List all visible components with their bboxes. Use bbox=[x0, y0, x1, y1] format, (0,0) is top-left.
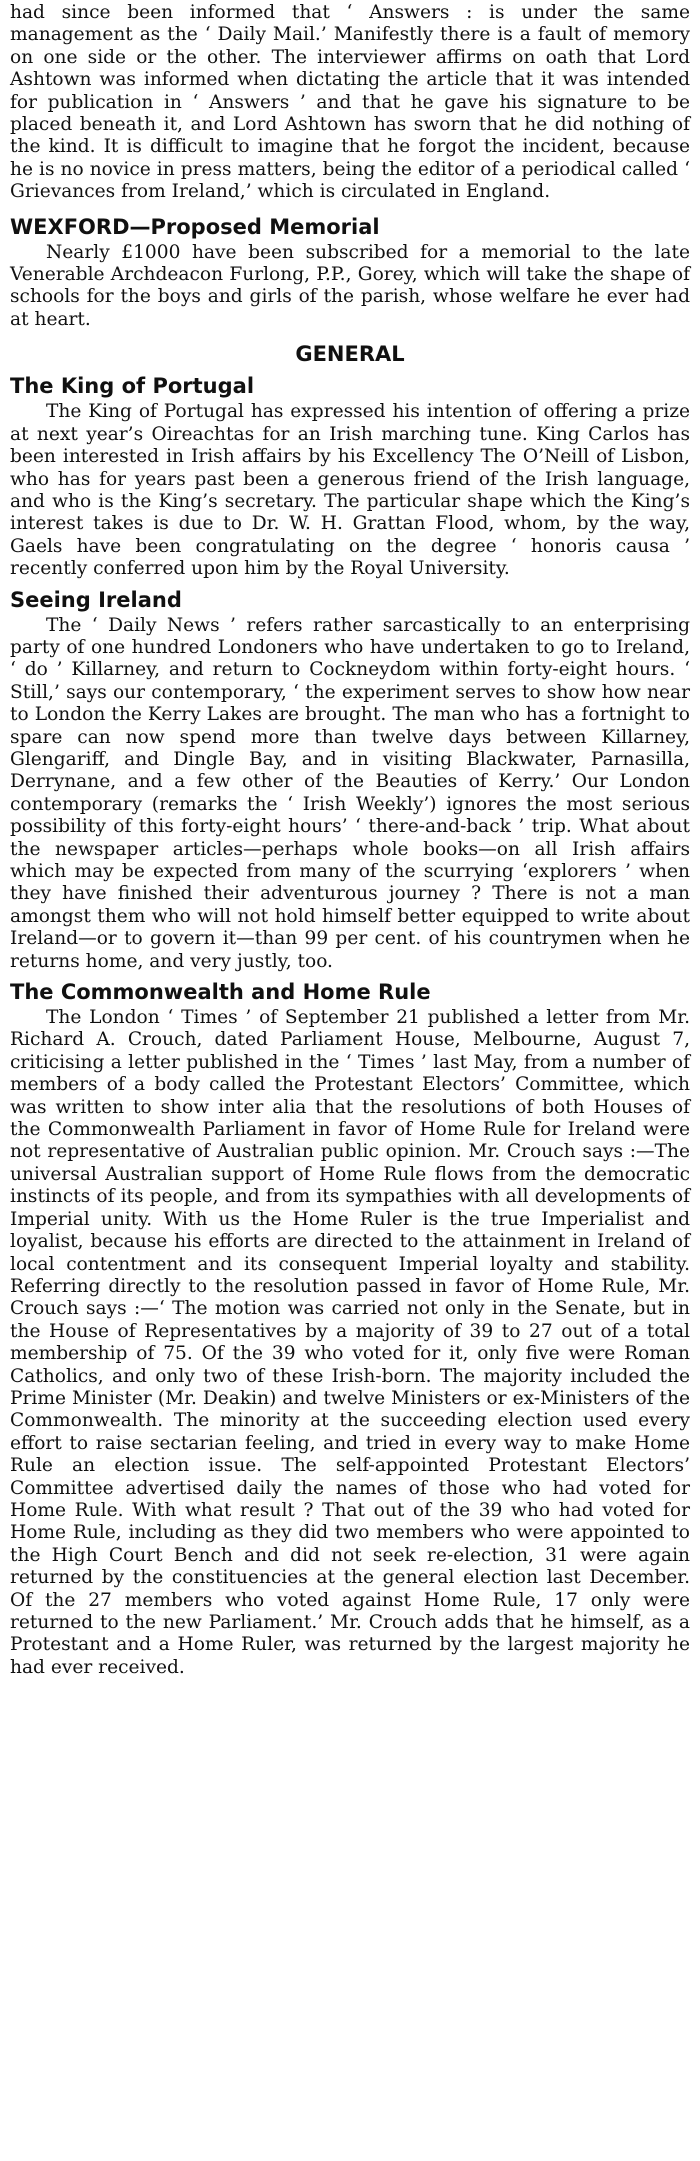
seeing-ireland-paragraph: The ‘ Daily News ’ refers rather sarcastically to an enterprising party of one hundred Londoners who have undertaken to go to Ireland, ‘ do ’ Killarney, and return to Cockneydom within forty-eight hours. ‘ Still,’ says our contemporary, ‘ the experiment serves to show how near to London the Kerry Lakes are brought. The man who has a fortnight to spare can now spend more than twelve days between Killarney, Glengariff, and Dingle Bay, and in visiting Blackwater, Parnasilla, Derrynane, and a few other of the Beauties of Kerry.’ Our London contemporary (remarks the ‘ Irish Weekly’) ignores the most serious possibility of this forty-eight hours’ ‘ there-and-back ’ trip. What about the newspaper articles—perhaps whole books—on all Irish affairs which may be expected from many of the scurrying ‘explorers ’ when they have finished their adventurous journey ? There is not a man amongst them who will not hold himself better equipped to write about Ireland—or to govern it—than 99 per cent. of his countrymen when he returns home, and very justly, too. bbox=[10, 614, 690, 972]
commonwealth-paragraph: The London ‘ Times ’ of September 21 published a letter from Mr. Richard A. Crouch, dated Parliament House, Melbourne, August 7, criticising a letter published in the ‘ Times ’ last May, from a number of members of a body called the Protestant Electors’ Committee, which was written to show inter alia that the resolutions of both Houses of the Commonwealth Parliament in favor of Home Rule for Ireland were not representative of Australian public opinion. Mr. Crouch says :—The universal Australian support of Home Rule flows from the democratic instincts of its people, and from its sympathies with all developments of Imperial unity. With us the Home Ruler is the true Imperialist and loyalist, because his efforts are directed to the attainment in Ireland of local contentment and its consequent Imperial loyalty and stability. Referring directly to the resolution passed in favor of Home Rule, Mr. Crouch says :—‘ The motion was carried not only in the Senate, but in the House of Representatives by a majority of 39 to 27 out of a total membership of 75. Of the 39 who voted for it, only five were Roman Catholics, and only two of these Irish-born. The majority included the Prime Minister (Mr. Deakin) and twelve Ministers or ex-Ministers of the Commonwealth. The minority at the succeeding election used every effort to raise sectarian feeling, and tried in every way to make Home Rule an election issue. The self-appointed Protestant Electors’ Committee advertised daily the names of those who had voted for Home Rule. With what result ? That out of the 39 who had voted for Home Rule, including as they did two members who were appointed to the High Court Bench and did not seek re-election, 31 were again returned by the constituencies at the general election last December. Of the 27 members who voted against Home Rule, 17 only were returned to the new Parliament.’ Mr. Crouch adds that he himself, as a Protestant and a Home Ruler, was returned by the largest majority he had ever received. bbox=[10, 1007, 690, 1678]
general-heading: GENERAL bbox=[295, 342, 405, 367]
king-portugal-paragraph: The King of Portugal has expressed his intention of offering a prize at next year’s Oireachtas for an Irish marching tune. King Carlos has been interested in Irish affairs by his Excellency The O’Neill of Lisbon, who has for years past been a generous friend of the Irish language, and who is the King’s secretary. The particular shape which the King’s interest takes is due to Dr. W. H. Grattan Flood, whom, by the way, Gaels have been congratulating on the degree ‘ honoris causa ’ recently conferred upon him by the Royal University. bbox=[10, 401, 690, 580]
wexford-paragraph: Nearly £1000 have been subscribed for a memorial to the late Venerable Archdeacon Furlong, P.P., Gorey, which will take the shape of schools for the boys and girls of the parish, whose welfare he ever had at heart. bbox=[10, 241, 690, 330]
seeing-ireland-heading: Seeing Ireland bbox=[10, 587, 182, 612]
intro-paragraph: had since been informed that ‘ Answers : is under the same management as the ‘ Daily Mail.’ Manifestly there is a fault of memory on one side or the other. The interviewer affirms on oath that Lord Ashtown was informed when dictating the article that it was intended for publication in ‘ Answers ’ and that he gave his signature to be placed beneath it, and Lord Ashtown has sworn that he did nothing of the kind. It is difficult to imagine that he forgot the incident, because he is no novice in press matters, being the editor of a periodical called ‘ Grievances from Ireland,’ which is circulated in England. bbox=[10, 2, 690, 203]
commonwealth-heading: The Commonwealth and Home Rule bbox=[10, 980, 431, 1005]
king-portugal-heading: The King of Portugal bbox=[10, 374, 255, 399]
wexford-heading: WEXFORD—Proposed Memorial bbox=[10, 214, 380, 239]
